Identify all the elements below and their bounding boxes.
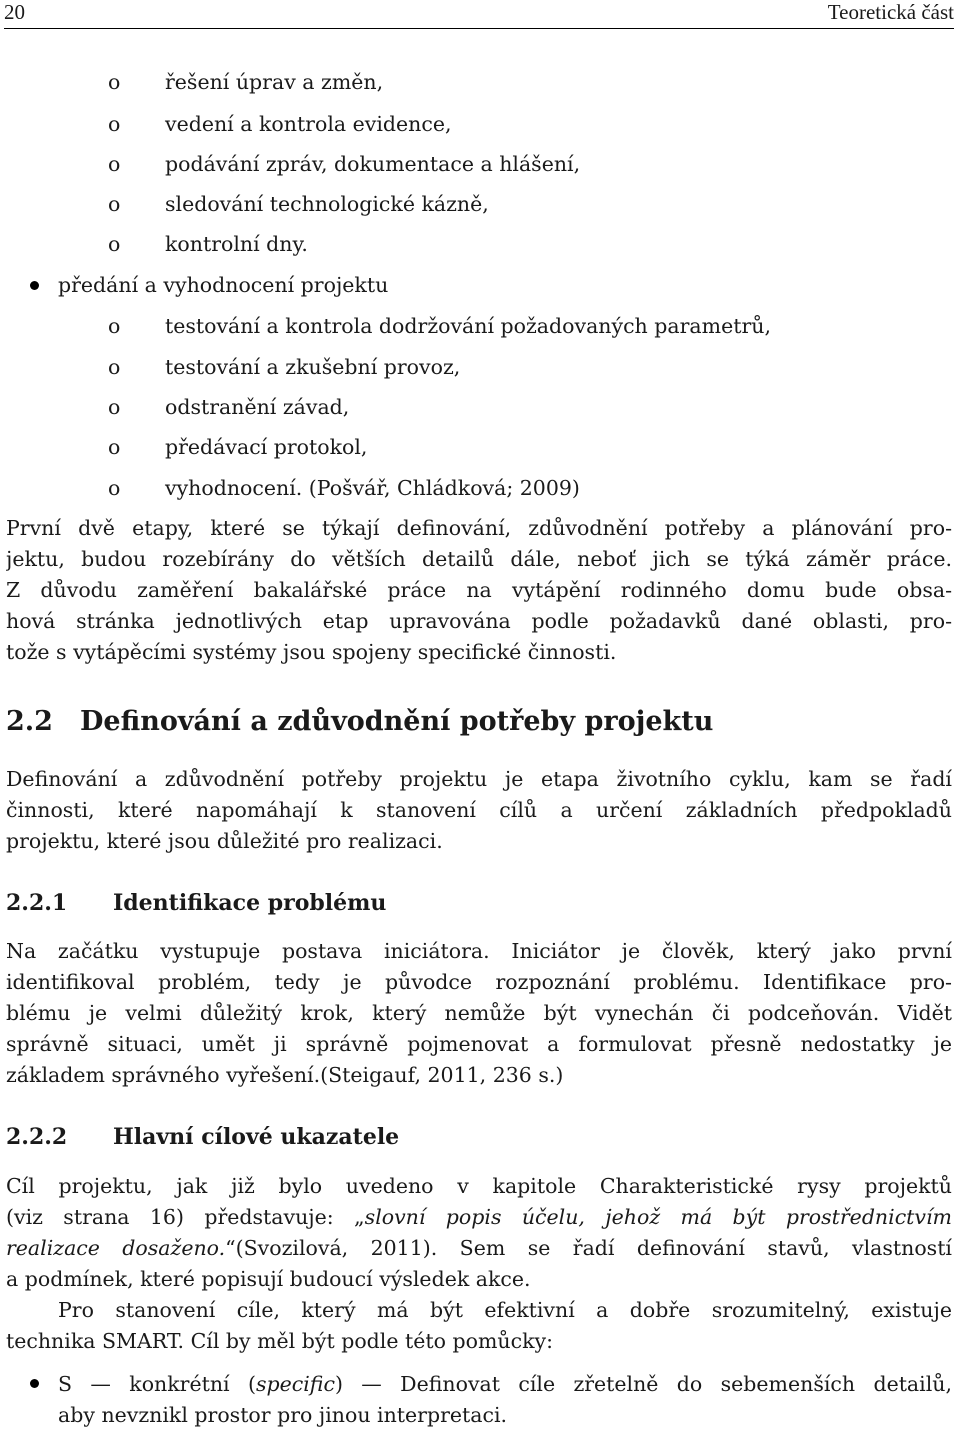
quote-text: realizace dosaženo.: [6, 1236, 226, 1260]
paragraph-line: a podmínek, které popisují budoucí výsledek akce.: [6, 1267, 531, 1291]
list-item: testování a kontrola dodržování požadovaných parametrů,: [165, 314, 771, 338]
paragraph-line: jektu, budou rozebírány do větších detailů dále, neboť jich se týká záměr práce.: [6, 547, 952, 571]
text-run: ) — Definovat cíle zřetelně do sebemenších detailů,: [334, 1372, 952, 1396]
paragraph-line: Na začátku vystupuje postava iniciátora. Iniciátor je člověk, který jako první: [6, 939, 952, 963]
paragraph-line: [58, 1369, 952, 1400]
paragraph-line: Pro stanovení cíle, který má být efektivní a dobře srozumitelný, existuje: [58, 1298, 952, 1322]
list-item: vyhodnocení. (Pošvář, Chládková; 2009): [165, 476, 580, 500]
sub-list-marker: o: [108, 476, 121, 500]
subsection-number: 2.2.1: [6, 890, 68, 916]
term-text: specific: [255, 1372, 335, 1396]
subsection-number: 2.2.2: [6, 1124, 68, 1150]
paragraph-line: správně situaci, umět ji správně pojmenovat a formulovat přesně nedostatky je: [6, 1032, 952, 1056]
paragraph-line: činnosti, které napomáhají k stanovení cílů a určení základních předpokladů: [6, 798, 952, 822]
sub-list-marker: o: [108, 152, 121, 176]
list-item: odstranění závad,: [165, 395, 350, 419]
body-paragraph: [58, 1295, 952, 1326]
paragraph-line: aby nevznikl prostor pro jinou interpretaci.: [58, 1403, 508, 1427]
body-paragraph: [6, 1171, 952, 1295]
text-run: S — konkrétní (: [58, 1372, 256, 1396]
section-number: 2.2: [6, 706, 53, 737]
paragraph-line: hová stránka jednotlivých etap upravována podle požadavků dané oblasti, pro-: [6, 609, 952, 633]
subsection-title: Hlavní cílové ukazatele: [113, 1124, 400, 1150]
text-run: (viz strana 16) představuje: „: [6, 1205, 365, 1229]
paragraph-line: technika SMART. Cíl by měl být podle této pomůcky:: [6, 1329, 553, 1353]
section-heading: [6, 706, 713, 737]
paragraph-line: Z důvodu zaměření bakalářské práce na vytápění rodinného domu bude obsa-: [6, 578, 952, 602]
body-paragraph: [6, 513, 952, 668]
running-section-title: Teoretická část: [827, 0, 954, 24]
paragraph-line: tože s vytápěcími systémy jsou spojeny specifické činnosti.: [6, 640, 617, 664]
list-item: podávání zpráv, dokumentace a hlášení,: [165, 152, 581, 176]
page-number: 20: [4, 0, 25, 24]
paragraph-line: Definování a zdůvodnění potřeby projektu je etapa životního cyklu, kam se řadí: [6, 767, 952, 791]
paragraph-line: identifikoval problém, tedy je původce rozpoznání problému. Identifikace pro-: [6, 970, 952, 994]
section-title: Definování a zdůvodnění potřeby projektu: [80, 706, 714, 737]
sub-list-marker: o: [108, 192, 121, 216]
paragraph-line: Cíl projektu, jak již bylo uvedeno v kapitole Charakteristické rysy projektů: [6, 1174, 952, 1198]
sub-list-marker: o: [108, 70, 121, 94]
sub-list-marker: o: [108, 112, 121, 136]
quote-text: slovní popis účelu, jehož má být prostřednictvím: [364, 1205, 952, 1229]
sub-list-marker: o: [108, 435, 121, 459]
list-item: sledování technologické kázně,: [165, 192, 489, 216]
paragraph-line: blému je velmi důležitý krok, který nemůže být vynechán či podceňován. Vidět: [6, 1001, 952, 1025]
paragraph-line: První dvě etapy, které se týkají definování, zdůvodnění potřeby a plánování pro-: [6, 516, 952, 540]
list-item: testování a zkušební provoz,: [165, 355, 461, 379]
list-item: [58, 1369, 952, 1431]
list-item: předávací protokol,: [165, 435, 368, 459]
paragraph-line: [6, 1233, 952, 1264]
paragraph-line: základem správného vyřešení.(Steigauf, 2011, 236 s.): [6, 1063, 564, 1087]
body-paragraph: [6, 936, 952, 1091]
subsection-heading: [6, 1124, 399, 1150]
paragraph-line: [6, 1202, 952, 1233]
body-paragraph: [6, 764, 952, 857]
list-item: kontrolní dny.: [165, 232, 308, 256]
list-item: řešení úprav a změn,: [165, 70, 384, 94]
sub-list-marker: o: [108, 395, 121, 419]
sub-list-marker: o: [108, 232, 121, 256]
list-item: předání a vyhodnocení projektu: [58, 273, 389, 297]
running-header: [4, 0, 954, 29]
body-paragraph: [6, 1326, 952, 1357]
paragraph-line: projektu, které jsou důležité pro realizaci.: [6, 829, 443, 853]
subsection-title: Identifikace problému: [113, 890, 387, 916]
sub-list-marker: o: [108, 314, 121, 338]
bullet-icon: [30, 1379, 39, 1388]
sub-list-marker: o: [108, 355, 121, 379]
text-run: “(Svozilová, 2011). Sem se řadí definování stavů, vlastností: [225, 1236, 952, 1260]
bullet-icon: [30, 281, 39, 290]
list-item: vedení a kontrola evidence,: [165, 112, 452, 136]
subsection-heading: [6, 890, 386, 916]
